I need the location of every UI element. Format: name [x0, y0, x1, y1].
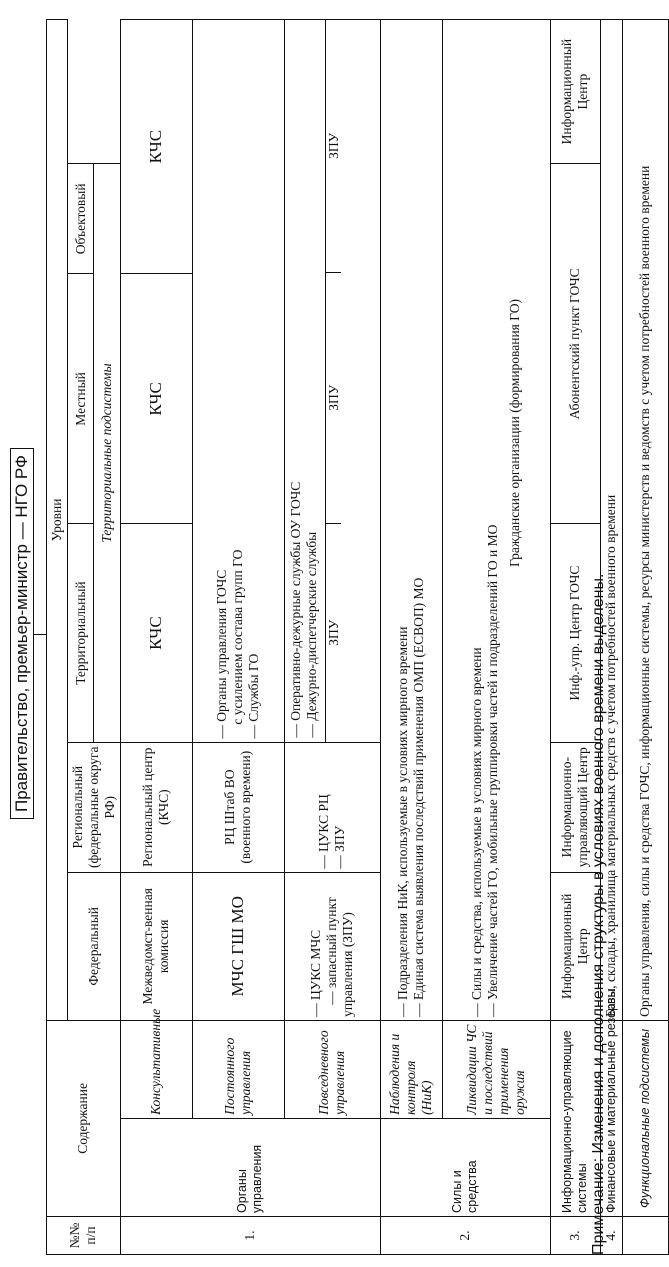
functional-label: Функциональные подсистемы	[622, 1020, 668, 1216]
info-federal: Информационный Центр	[550, 872, 600, 1020]
nik-line: — Единая система выявления последствий применения ОМП (ЕСВОП) МО	[411, 577, 427, 1017]
permanent-regional: РЦ Штаб ВО (военного времени)	[192, 742, 284, 872]
connector-line	[34, 634, 46, 635]
liq-label: Ликвидации ЧС и последствий применения оружия	[442, 1020, 550, 1118]
levels-header: Уровни	[47, 20, 68, 1021]
daily-zpu-object: ЗПУ	[325, 132, 341, 159]
section3-label: Информационно-управляющие системы	[550, 1020, 600, 1216]
daily-zpu-territorial: ЗПУ	[326, 523, 342, 742]
daily-terr-line: — Дежурно-диспетчерские службы	[303, 531, 319, 738]
section4-label: Финансовые и материальные резервы	[600, 1020, 622, 1216]
nik-content	[380, 20, 442, 1021]
permanent-row	[192, 20, 284, 1255]
info-local: Абонентский пункт ГОЧС	[550, 164, 600, 524]
consult-label: Консультативные	[120, 1020, 192, 1118]
consult-territorial: КЧС	[120, 524, 192, 742]
liq-content	[442, 20, 550, 1021]
local-header: Местный	[67, 274, 93, 524]
num-header: №№ п/п	[47, 1216, 121, 1254]
functional-row	[622, 20, 668, 1255]
content-header: Содержание	[47, 1020, 121, 1216]
functional-num	[622, 1216, 668, 1254]
section2-num: 2.	[380, 1216, 550, 1254]
consult-object: КЧС	[120, 20, 192, 274]
permanent-line: — Органы управления ГОЧС	[214, 569, 230, 739]
consult-local: КЧС	[120, 274, 192, 524]
liq-line: — Увеличение частей ГО, мобильные группировки частей и подразделений ГО и МО	[485, 524, 501, 1017]
object-header: Объектовый	[67, 164, 93, 274]
daily-terr-lines	[285, 20, 323, 742]
section1-label: Органы управления	[120, 1118, 380, 1216]
reserves-content: Базы, склады, хранилища материальных средств с учетом потребностей военного времени	[600, 20, 622, 1021]
nik-line: — Подразделения НиК, используемые в условиях мирного времени	[395, 626, 411, 1017]
daily-zpu-row	[325, 20, 342, 742]
section2-label: Силы и средства	[380, 1118, 550, 1216]
nik-label: Наблюдения и контроля (НиК)	[380, 1020, 442, 1118]
daily-federal-line: — запасный пункт	[324, 897, 340, 1005]
functional-content: Органы управления, силы и средства ГОЧС, информационные системы, ресурсы министерств и ведомств с учетом потребностей военного времени	[622, 20, 668, 1021]
title-box: Правительство, премьер-министр — НГО РФ	[10, 448, 34, 819]
daily-regional-line: — ЦУКС РЦ	[316, 794, 332, 869]
permanent-line: с усилением состава групп ГО	[230, 549, 246, 725]
daily-federal	[284, 872, 380, 1020]
liq-row	[442, 20, 550, 1255]
section1-num: 1.	[120, 1216, 380, 1254]
section3-num: 3.	[550, 1216, 600, 1254]
daily-zpu-local: ЗПУ	[326, 272, 342, 523]
section4-num: 4.	[600, 1216, 622, 1254]
daily-regional-line: — ЗПУ	[332, 825, 348, 869]
info-object: Информационный Центр	[550, 20, 600, 164]
regional-header: Региональный (федеральные округа РФ)	[67, 742, 120, 872]
page-title	[10, 0, 34, 1267]
daily-territorial	[284, 20, 380, 743]
footnote: Примечание: Изменения и дополнения структуры в условиях военного времени выделены.	[590, 573, 607, 1255]
permanent-label: Постоянного управления	[192, 1020, 284, 1118]
info-territorial: Инф.-упр. Центр ГОЧС	[550, 524, 600, 742]
daily-row	[284, 20, 380, 1255]
daily-regional	[284, 742, 380, 872]
permanent-territorial	[192, 20, 284, 743]
consult-federal: Межведомст-венная комиссия	[120, 872, 192, 1020]
consult-regional: Региональный центр (КЧС)	[120, 742, 192, 872]
structure-table	[46, 19, 669, 1255]
daily-federal-line: управления (ЗПУ)	[340, 912, 356, 1017]
liq-gfo: Гражданские организации (формирования ГО)	[507, 299, 523, 567]
federal-header: Федеральный	[67, 872, 120, 1020]
territorial-subsystems-header: Территориальные подсистемы	[94, 164, 120, 742]
nik-row	[380, 20, 442, 1255]
daily-federal-line: — ЦУКС МЧС	[308, 929, 324, 1017]
liq-line: — Силы и средства, используемые в условиях мирного времени	[469, 647, 485, 1017]
consult-row	[120, 20, 192, 1255]
daily-label: Повседневного управления	[284, 1020, 380, 1118]
permanent-line: — Службы ГО	[246, 653, 262, 739]
header-row-1	[47, 20, 68, 1255]
permanent-federal: МЧС ГШ МО	[192, 872, 284, 1020]
daily-terr-line: — Оперативно-дежурные службы ОУ ГОЧС	[287, 481, 303, 738]
territorial-header: Территориальный	[67, 524, 93, 742]
info-regional: Информационно-управляющий Центр	[550, 742, 600, 872]
